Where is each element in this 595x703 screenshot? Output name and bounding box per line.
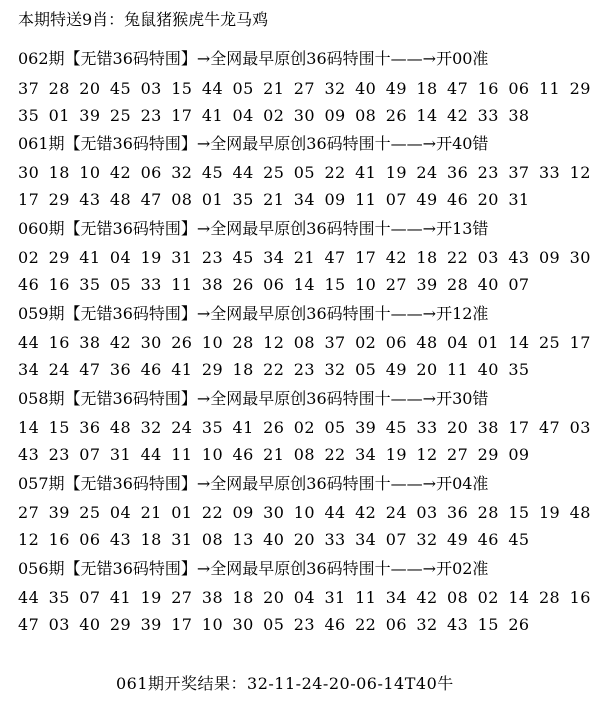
period-title: 060期【无错36码特围】→全网最早原创36码特围十——→开13错: [18, 219, 489, 238]
number-row: 46 16 35 05 33 11 38 26 06 14 15 10 27 39 28 40 07: [18, 275, 530, 294]
period-title: 058期【无错36码特围】→全网最早原创36码特围十——→开30错: [18, 389, 489, 408]
period-title: 061期【无错36码特围】→全网最早原创36码特围十——→开40错: [18, 134, 489, 153]
period-title: 057期【无错36码特围】→全网最早原创36码特围十——→开04准: [18, 474, 489, 493]
number-row: 37 28 20 45 03 15 44 05 21 27 32 40 49 18 47 16 06 11 29: [18, 79, 591, 98]
number-row: 34 24 47 36 46 41 29 18 22 23 32 05 49 20 11 40 35: [18, 360, 530, 379]
period-title: 056期【无错36码特围】→全网最早原创36码特围十——→开02准: [18, 559, 489, 578]
number-row: 02 29 41 04 19 31 23 45 34 21 47 17 42 18 22 03 43 09 30: [18, 248, 591, 267]
number-row: 43 23 07 31 44 11 10 46 21 08 22 34 19 12 27 29 09: [18, 445, 530, 464]
number-row: 44 35 07 41 19 27 38 18 20 04 31 11 34 42 08 02 14 28 16: [18, 588, 591, 607]
number-row: 12 16 06 43 18 31 08 13 40 20 33 34 07 32 49 46 45: [18, 530, 530, 549]
header-text: 本期特送9肖：兔鼠猪猴虎牛龙马鸡: [18, 10, 269, 29]
draw-result: 061期开奖结果：32-11-24-20-06-14T40牛: [116, 674, 454, 693]
number-row: 44 16 38 42 30 26 10 28 12 08 37 02 06 48 04 01 14 25 17: [18, 333, 591, 352]
number-row: 27 39 25 04 21 01 22 09 30 10 44 42 24 03 36 28 15 19 48: [18, 503, 591, 522]
number-row: 30 18 10 42 06 32 45 44 25 05 22 41 19 24 36 23 37 33 12: [18, 163, 591, 182]
number-row: 17 29 43 48 47 08 01 35 21 34 09 11 07 49 46 20 31: [18, 190, 530, 209]
number-row: 47 03 40 29 39 17 10 30 05 23 46 22 06 32 43 15 26: [18, 615, 530, 634]
period-title: 059期【无错36码特围】→全网最早原创36码特围十——→开12准: [18, 304, 489, 323]
period-title: 062期【无错36码特围】→全网最早原创36码特围十——→开00准: [18, 49, 489, 68]
number-row: 14 15 36 48 32 24 35 41 26 02 05 39 45 33 20 38 17 47 03: [18, 418, 591, 437]
number-row: 35 01 39 25 23 17 41 04 02 30 09 08 26 14 42 33 38: [18, 106, 530, 125]
